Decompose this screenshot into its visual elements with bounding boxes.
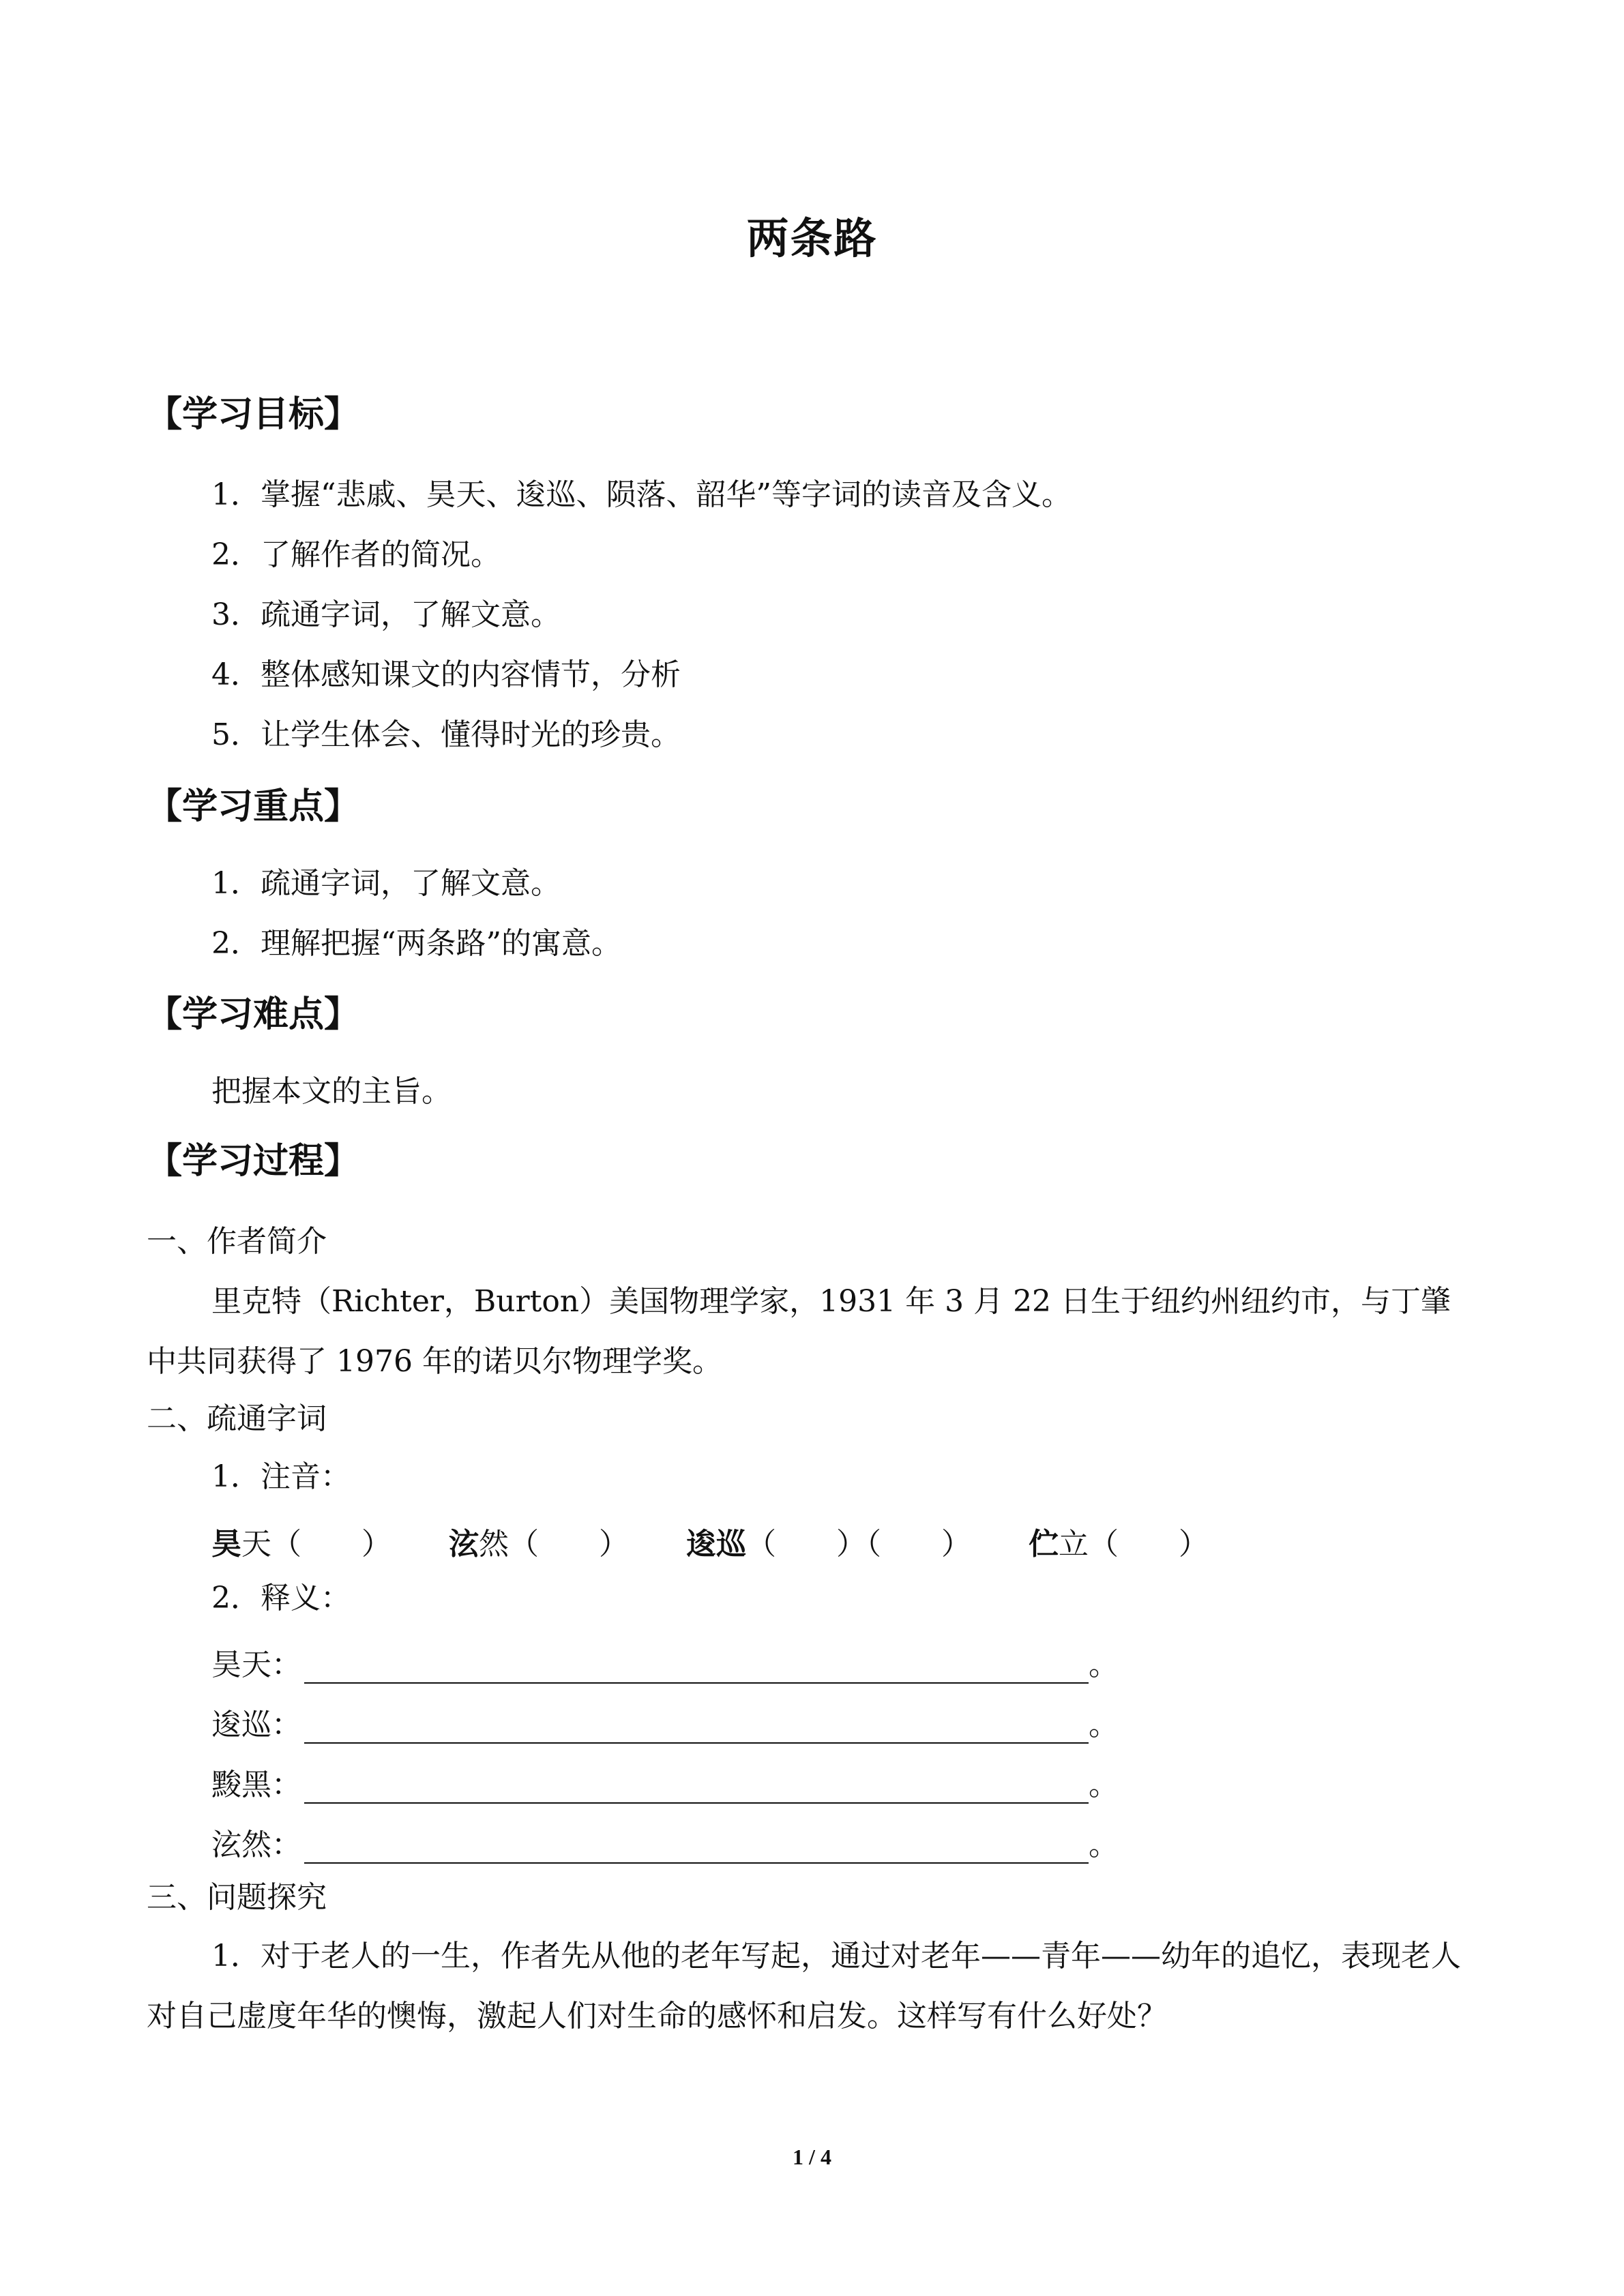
definition-row xyxy=(211,1820,1119,1864)
definition-term: 黢黑： xyxy=(211,1768,301,1802)
goal-item: 5．让学生体会、懂得时光的珍贵。 xyxy=(211,717,681,752)
answer-blank[interactable] xyxy=(304,1652,1089,1684)
phonetic-item: 泫然（ ） xyxy=(449,1527,629,1562)
section-title-vocab: 二、疏通字词 xyxy=(147,1401,327,1436)
period: 。 xyxy=(1089,1708,1119,1742)
definition-row xyxy=(211,1700,1119,1744)
key-point-item: 1．疏通字词，了解文意。 xyxy=(211,866,561,901)
definition-row xyxy=(211,1760,1119,1804)
phonetic-label: 1．注音： xyxy=(211,1459,351,1494)
definition-term: 逡巡： xyxy=(211,1708,301,1742)
page-number: 1 / 4 xyxy=(793,2145,831,2169)
answer-blank[interactable] xyxy=(304,1772,1089,1804)
definition-row xyxy=(211,1640,1119,1684)
process-heading: 【学习过程】 xyxy=(147,1141,360,1182)
phonetic-item: 昊天（ ） xyxy=(211,1527,392,1562)
period: 。 xyxy=(1089,1828,1119,1862)
phonetic-item: 逡巡（ ）（ ） xyxy=(686,1527,971,1562)
section-title-author: 一、作者简介 xyxy=(147,1224,327,1259)
page-title: 两条路 xyxy=(746,213,878,263)
difficulty-item: 把握本文的主旨。 xyxy=(211,1074,452,1109)
author-intro: 里克特（Richter，Burton）美国物理学家，1931 年 3 月 22 日生于纽约州纽约市，与丁肇中共同获得了 1976 年的诺贝尔物理学奖。 xyxy=(147,1284,1451,1379)
answer-blank[interactable] xyxy=(304,1712,1089,1744)
goals-heading: 【学习目标】 xyxy=(147,394,360,435)
phonetic-item: 伫立（ ） xyxy=(1029,1527,1209,1562)
definition-label: 2．释义： xyxy=(211,1581,351,1615)
period: 。 xyxy=(1089,1768,1119,1802)
period: 。 xyxy=(1089,1648,1119,1682)
goal-item: 4．整体感知课文的内容情节，分析 xyxy=(211,657,681,692)
phonetic-row xyxy=(211,1519,1256,1563)
goal-item: 3．疏通字词，了解文意。 xyxy=(211,597,561,632)
key-points-heading: 【学习重点】 xyxy=(147,786,360,827)
question-1: 1．对于老人的一生，作者先从他的老年写起，通过对老年——青年——幼年的追忆，表现老人对自己虚度年华的懊悔，激起人们对生命的感怀和启发。这样写有什么好处？ xyxy=(147,1939,1461,2033)
key-point-item: 2．理解把握“两条路”的寓意。 xyxy=(211,926,621,961)
section-title-inquiry: 三、问题探究 xyxy=(147,1880,327,1915)
goal-item: 2．了解作者的简况。 xyxy=(211,537,501,572)
goal-item: 1．掌握“悲戚、昊天、逡巡、陨落、韶华”等字词的读音及含义。 xyxy=(211,477,1072,512)
difficulties-heading: 【学习难点】 xyxy=(147,994,360,1035)
answer-blank[interactable] xyxy=(304,1832,1089,1864)
definition-term: 昊天： xyxy=(211,1648,301,1682)
definition-term: 泫然： xyxy=(211,1828,301,1862)
